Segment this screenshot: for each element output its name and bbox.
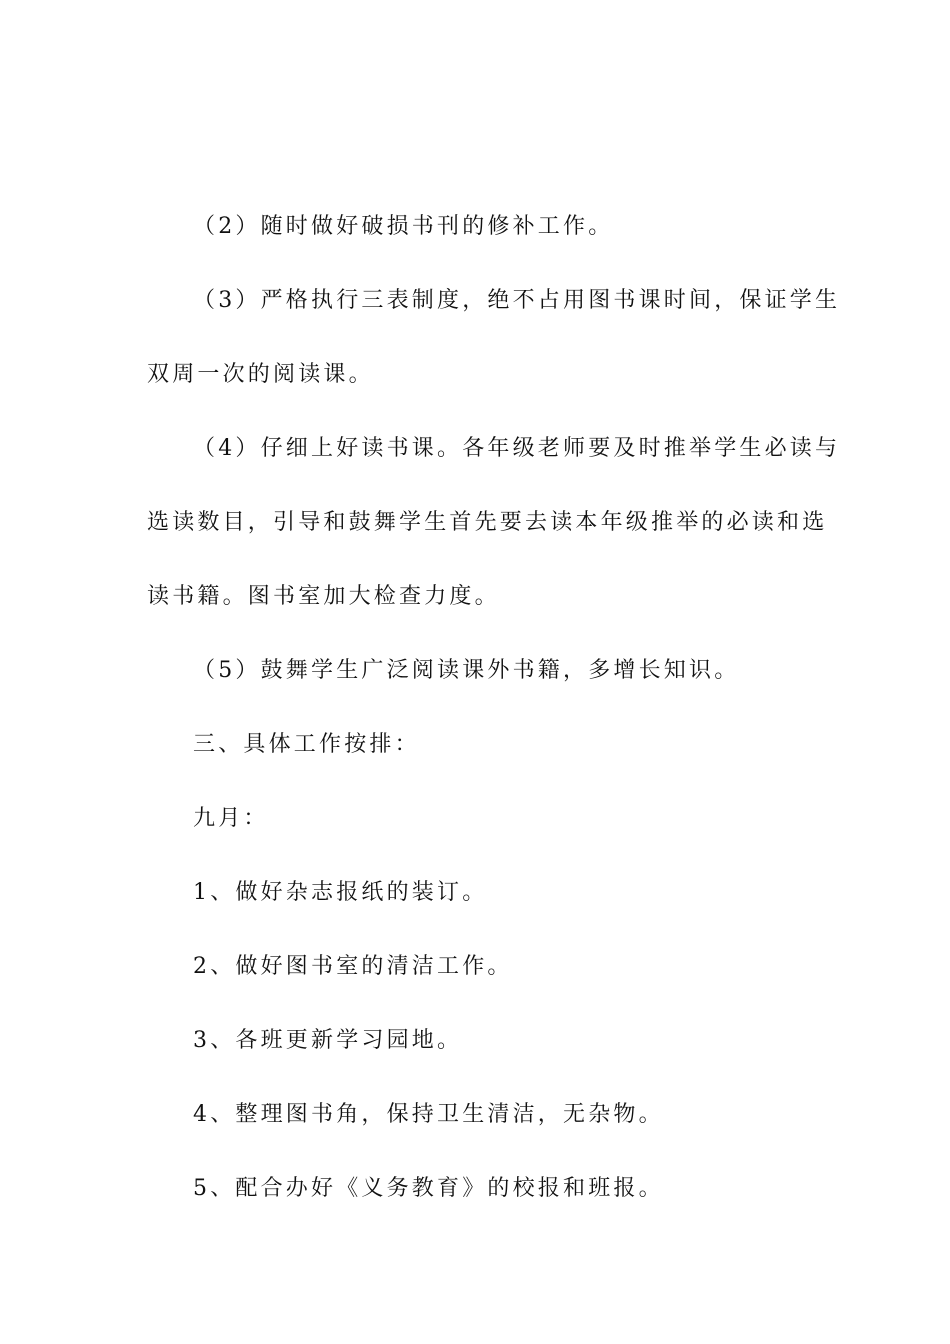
month-heading: 九月： bbox=[193, 806, 269, 831]
section-heading: 三、具体工作按排： bbox=[193, 732, 420, 757]
list-item: 3、各班更新学习园地。 bbox=[193, 1028, 463, 1053]
list-item: 4、整理图书角，保持卫生清洁，无杂物。 bbox=[193, 1102, 664, 1127]
paragraph-line: 选读数目，引导和鼓舞学生首先要去读本年级推举的必读和选 bbox=[147, 510, 828, 535]
paragraph-line: 双周一次的阅读课。 bbox=[147, 362, 374, 387]
paragraph-line: （3）严格执行三表制度，绝不占用图书课时间，保证学生 bbox=[193, 288, 841, 313]
paragraph-line: （4）仔细上好读书课。各年级老师要及时推举学生必读与 bbox=[193, 436, 841, 461]
list-item: 5、配合办好《义务教育》的校报和班报。 bbox=[193, 1176, 664, 1201]
list-item: 1、做好杂志报纸的装订。 bbox=[193, 880, 488, 905]
list-item: 2、做好图书室的清洁工作。 bbox=[193, 954, 513, 979]
paragraph-line: （2）随时做好破损书刊的修补工作。 bbox=[193, 214, 614, 239]
paragraph-line: （5）鼓舞学生广泛阅读课外书籍，多增长知识。 bbox=[193, 658, 740, 683]
paragraph-line: 读书籍。图书室加大检查力度。 bbox=[147, 584, 500, 609]
